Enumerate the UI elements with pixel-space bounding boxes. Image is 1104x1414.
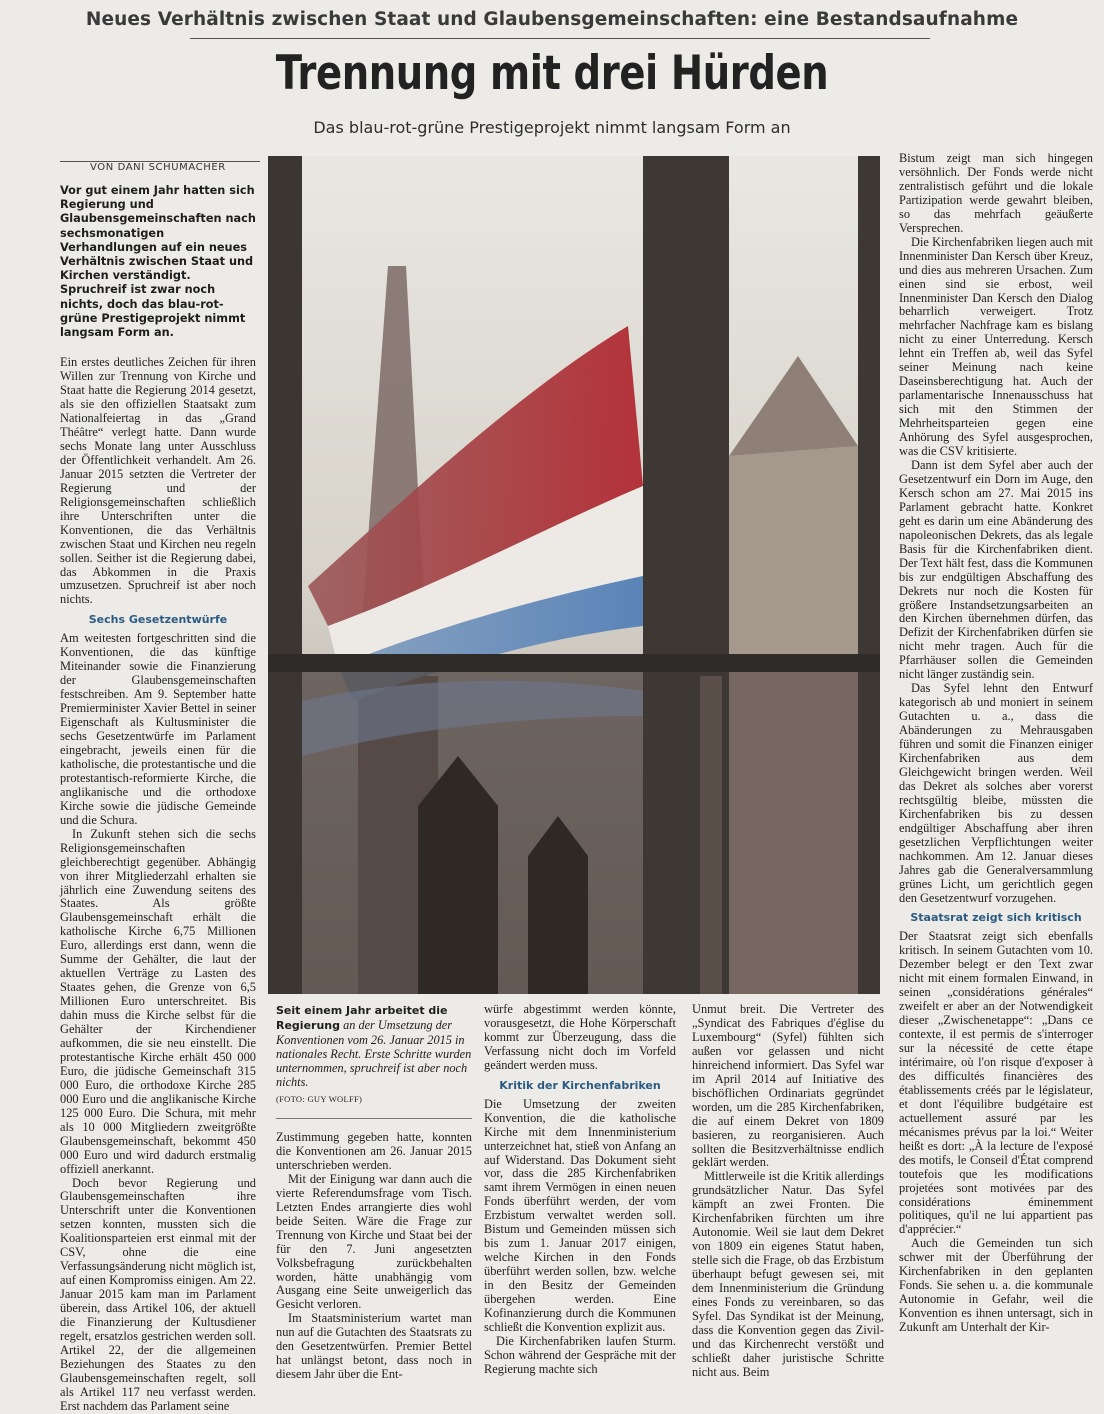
paragraph: Die Kirchenfabriken liegen auch mit Innenminister Dan Kersch über Kreuz, und dies aus mehreren Ursachen. Zum einen sind sie erbost, weil Innenminister Dan Kersch den Dialog beharrlich verweigert. Trotz mehrfacher Nachfrage kam es bislang nicht zu einer Unterredung. Kersch lehnt ein Treffen ab, weil das Syfel seiner Meinung nach keine Daseinsberechtigung hat. Auch der parlamentarische Innenausschuss hat sich mit den Stimmen der Mehrheitsparteien gegen eine Anhörung des Syfel ausgesprochen, was die CSV kritisierte. [899, 234, 1093, 459]
paragraph: Die Kirchenfabriken laufen Sturm. Schon während der Gespräche mit der Regierung machte sich [484, 1333, 676, 1376]
paragraph: Zustimmung gegeben hatte, konnten die Konventionen am 26. Januar 2015 unterschrieben werden. [276, 1130, 472, 1172]
paragraph: Auch die Gemeinden tun sich schwer mit der Überführung der Kirchenfabriken in den geplanten Fonds. Sie sehen u. a. die kommunale Autonomie in Gefahr, weil die Konvention es ihnen untersagt, sich in Zukunft am Unterhalt der Kir- [899, 1236, 1093, 1335]
article-photo [268, 156, 880, 994]
paragraph: Bistum zeigt man sich hingegen versöhnlich. Der Fonds werde nicht zentralistisch geführt und die lokale Partizipation werde gewahrt bleiben, so das mehrfach geäußerte Versprechen. [899, 151, 1093, 235]
article-kicker: Neues Verhältnis zwischen Staat und Glaubensgemeinschaften: eine Bestandsaufnahme [85, 9, 1019, 30]
paragraph: In Zukunft stehen sich die sechs Religionsgemeinschaften gleichberechtigt gegenüber. Abhängig von ihrer Mitgliederzahl erhalten sie jährlich eine Zuwendung seitens des Staates. Als größte Glaubensgemeinschaft erhält die katholische Kirche 6,75 Millionen Euro, allerdings erst dann, wenn die Summe der Gehälter, die laut der aktuellen Verträge zu Lasten des Staates gehen, die Grenze von 6,5 Millionen Euro unterschreitet. Bis dahin muss die Kirche selbst für die Gehälter der Kirchendiener aufkommen, die sie neu einstellt. Die protestantische Kirche erhält 450 000 Euro, die jüdische Gemeinschaft 315 000 Euro, die orthodoxe Kirche 285 000 Euro und die anglikanische Kirche 125 000 Euro. Die Schura, mit mehr als 10 000 Mitgliedern zweitgrößte Glaubensgemeinschaft, bekommt 450 000 Euro und wird dadurch erstmalig offiziell anerkannt. [60, 826, 256, 1176]
article-lead: Vor gut einem Jahr hatten sich Regierung und Glaubensgemeinschaften nach sechsmonatigen Verhandlungen auf ein neues Verhältnis zwischen Staat und Kirchen verständigt. Spruchreif ist zwar noch nichts, doch das blau-rot-grüne Prestigeprojekt nimmt langsam Form an. [60, 184, 256, 340]
paragraph: Mittlerweile ist die Kritik allerdings grundsätzlicher Natur. Das Syfel kämpft an zwei Fronten. Die Kirchenfabriken fürchten um ihre Autonomie. Weil sie laut dem Dekret von 1809 ein eigenes Statut haben, stelle sich die Frage, ob das Erzbistum überhaupt befugt gewesen sei, mit dem Innenministerium die Gründung eines Fonds zu vereinbaren, so das Syfel. Das Syndikat ist der Meinung, dass die Konvention gegen das Zivil- und das Kirchenrecht verstößt und schließt daher juristische Schritte nicht aus. Beim [692, 1169, 884, 1379]
paragraph: würfe abgestimmt werden könnte, vorausgesetzt, die Hohe Körperschaft kommt zur Überzeugung, dass die Verfassung nicht doch im Vorfeld geändert werden muss. [484, 1002, 676, 1072]
article-subhead: Das blau-rot-grüne Prestigeprojekt nimmt langsam Form an [313, 118, 791, 137]
photo-window-flag-church [268, 156, 880, 994]
column-3 [484, 1003, 676, 1396]
paragraph: Der Staatsrat zeigt sich ebenfalls kritisch. In seinem Gutachten vom 10. Dezember belegt er den Text zwar nicht mit einem formalen Einwand, in seinen „considérations générales“ zweifelt er aber an der Notwendigkeit dieser „Zwischenetappe“: „Dans ce contexte, il est permis de s'interroger sur la nécessité de cette étape intérimaire, où l'on risque d'exposer à des difficultés financières des établissements créés par le législateur, et dont l'équilibre budgétaire est actuellement assuré par les mécanismes prévus par la loi.“ Weiter heißt es dort: „À la lecture de l'exposé des motifs, le Conseil d'État comprend toutefois que les modifications projetées sont motivées par des considérations éminemment politiques, qu'il ne lui appartient pas d'apprécier.“ [899, 929, 1093, 1237]
column-4 [692, 1003, 884, 1396]
kicker-rule [190, 38, 930, 39]
subheading-kritik-der-kirchenfabriken: Kritik der Kirchenfabriken [499, 1078, 661, 1092]
photo-credit: (FOTO: GUY WOLFF) [276, 1094, 363, 1104]
author-byline: VON DANI SCHUMACHER [90, 162, 226, 173]
subheading-sechs-gesetzentwuerfe: Sechs Gesetzentwürfe [88, 613, 228, 627]
paragraph: Am weitesten fortgeschritten sind die Konventionen, die das künftige Miteinander sowie die Finanzierung der Glaubensgemeinschaften festschreiben. Am 9. September hatte Premierminister Xavier Bettel in seiner Eigenschaft als Kultusminister die sechs Gesetzentwürfe im Parlament eingebracht, jeweils einen für die katholische, die protestantische und die protestantisch-reformierte Kirche, die anglikanische und die orthodoxe Kirche sowie die jüdische Gemeinde und die Schura. [60, 631, 256, 827]
article-headline: Trennung mit drei Hürden [275, 46, 829, 101]
paragraph: Dann ist dem Syfel aber auch der Gesetzentwurf ein Dorn im Auge, den Kersch schon am 27. Mai 2015 ins Parlament gebracht hatte. Konkret geht es darin um eine Abänderung des napoleonischen Dekrets, das als legale Basis für die Kirchenfabriken dient. Der Text hält fest, dass die Kommunen bis zur endgültigen Abschaffung des Dekrets nur noch die Kosten für größere Instandsetzungsarbeiten an den Kirchen übernehmen dürfen, das Defizit der Kirchenfabriken dürfen sie nicht mehr tragen. Auch für die Pfarrhäuser sollen die Gemeinden nicht länger zuständig sein. [899, 457, 1093, 682]
photo-caption [276, 1003, 472, 1106]
paragraph: Das Syfel lehnt den Entwurf kategorisch ab und moniert in seinem Gutachten u. a., dass die Abänderungen zu Mehrausgaben führen und somit die Finanzen einiger Kirchenfabriken aus dem Gleichgewicht bringen werden. Weil das Dekret als solches aber vorerst rechtsgültig bleibe, müssten die Kirchenfabriken bis zu dessen endgültiger Abschaffung aber ihren gesetzlichen Verpflichtungen weiter nachkommen. Am 12. Januar dieses Jahres gab die Generalversammlung grünes Licht, um gerichtlich gegen den Gesetzentwurf vorzugehen. [899, 681, 1093, 905]
caption-rule [276, 1118, 472, 1119]
column-2 [276, 1131, 472, 1396]
column-1 [60, 184, 256, 1413]
paragraph: Unmut breit. Die Vertreter des „Syndicat des Fabriques d'église du Luxembourg“ (Syfel) fühlten sich außen vor gelassen und nicht hinreichend informiert. Das Syfel war im April 2014 auf Initiative des bischöflichen Ordinariats gegründet worden, um die 285 Kirchenfabriken, die auf einem Dekret von 1809 basieren, zu reorganisieren. Auch sollten die Besitzverhältnisse endlich geklärt werden. [692, 1002, 884, 1170]
caption-bold: Seit einem Jahr arbeitet die Regierung [276, 1004, 448, 1032]
caption-italic: an der Umsetzung der Konventionen vom 26. Januar 2015 in nationales Recht. Erste Schritte wurden unternommen, spruchreif ist aber noch nichts. [276, 1018, 472, 1089]
paragraph: Im Staatsministerium wartet man nun auf die Gutachten des Staatsrats zu den Gesetzentwürfen. Premier Bettel hat unlängst betont, dass noch in diesem Jahr über die Ent- [276, 1311, 472, 1382]
paragraph: Mit der Einigung war dann auch die vierte Referendumsfrage vom Tisch. Letzten Endes arrangierte dies wohl beide Seiten. Wäre die Frage zur Trennung von Kirche und Staat bei der für den 7. Juni angesetzten Volksbefragung zurückbehalten worden, hätte unabhängig vom Ausgang eine Seite unweigerlich das Gesicht verloren. [276, 1171, 472, 1312]
column-5 [899, 152, 1093, 1396]
paragraph: Doch bevor Regierung und Glaubensgemeinschaften ihre Unterschrift unter die Konventionen setzen konnten, mussten sich die Koalitionsparteien erst einmal mit der CSV, ohne die eine Verfassungsänderung nicht möglich ist, auf einen Kompromiss einigen. Am 22. Januar 2015 kam man im Parlament überein, dass Artikel 106, der aktuell die Finanzierung der Kultusdiener regelt, ersatzlos gestrichen werden soll. Artikel 22, der die allgemeinen Beziehungen des Staates zu den Glaubensgemeinschaften regelt, soll als Artikel 117 neu verfasst werden. Erst nachdem das Parlament seine [60, 1175, 256, 1413]
paragraph: Die Umsetzung der zweiten Konvention, die die katholische Kirche mit dem Innenministerium unterzeichnet hat, stieß von Anfang an auf Widerstand. Das Dokument sieht vor, dass die 285 Kirchenfabriken samt ihrem Vermögen in einen neuen Fonds überführt werden, der vom Erzbistum verwaltet werden soll. Bistum und Gemeinden müssen sich bis zum 1. Januar 2017 einigen, welche Kirchen in den Fonds überführt werden sollen, bzw. welche in den Besitz der Gemeinden übergehen werden. Eine Kofinanzierung durch die Kommunen schließt die Konvention explizit aus. [484, 1096, 676, 1334]
subheading-staatsrat-zeigt-sich-kritisch: Staatsrat zeigt sich kritisch [910, 911, 1082, 925]
paragraph: Ein erstes deutliches Zeichen für ihren Willen zur Trennung von Kirche und Staat hatte die Regierung 2014 gesetzt, als sie den offiziellen Staatsakt zum Nationalfeiertag in das „Grand Théâtre“ verlegt hatte. Dann wurde sechs Monate lang unter Ausschluss der Öffentlichkeit verhandelt. Am 26. Januar 2015 setzten die Vertreter der Regierung und der Religionsgemeinschaften schließlich ihre Unterschriften unter die Konventionen, die das Verhältnis zwischen Staat und Kirchen neu regeln sollen. Seither ist die Regierung dabei, das Abkommen in die Praxis umzusetzen. Spruchreif ist aber noch nichts. [60, 355, 256, 607]
